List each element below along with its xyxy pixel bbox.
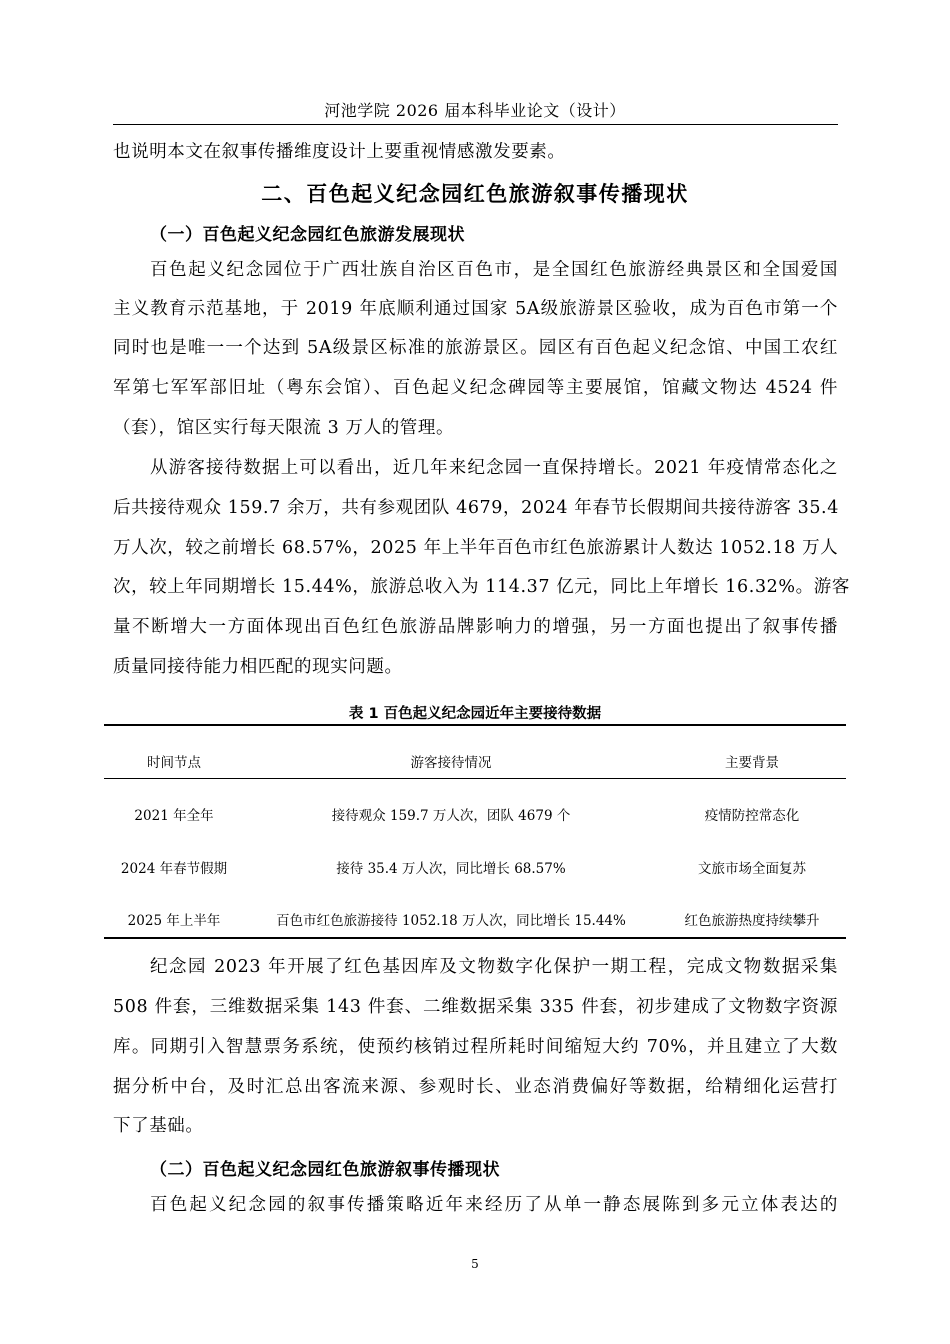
table-cell: 2024 年春节假期 (120, 861, 228, 877)
intro-line: 也说明本文在叙事传播维度设计上要重视情感激发要素。 (113, 142, 566, 162)
table-bottom-rule (104, 937, 846, 939)
table-top-rule (104, 724, 846, 726)
paragraph-1-line: （套），馆区实行每天限流 3 万人的管理。 (113, 418, 455, 438)
table-cell: 百色市红色旅游接待 1052.18 万人次，同比增长 15.44% (276, 913, 626, 929)
paragraph-1-line: 百色起义纪念园位于广西壮族自治区百色市，是全国红色旅游经典景区和全国爱国 (150, 260, 838, 280)
subsection-title-1: （一）百色起义纪念园红色旅游发展现状 (150, 225, 465, 245)
table-cell: 2021 年全年 (134, 808, 214, 824)
header-divider (113, 124, 838, 125)
paragraph-2-line: 量不断增大一方面体现出百色红色旅游品牌影响力的增强，另一方面也提出了叙事传播 (113, 617, 838, 637)
page-header-title: 河池学院 2026 届本科毕业论文（设计） (324, 101, 626, 120)
table-header-cell: 时间节点 (147, 755, 201, 771)
table-header-cell: 游客接待情况 (410, 755, 492, 771)
paragraph-1-line: 同时也是唯一一个达到 5A级景区标准的旅游景区。园区有百色起义纪念馆、中国工农红 (113, 338, 838, 358)
table-cell: 红色旅游热度持续攀升 (684, 913, 820, 929)
table-caption: 表 1 百色起义纪念园近年主要接待数据 (348, 706, 602, 722)
table-cell: 接待观众 159.7 万人次，团队 4679 个 (331, 808, 571, 824)
paragraph-3-line: 508 件套，三维数据采集 143 件套、二维数据采集 335 件套，初步建成了文物数字资源 (113, 997, 838, 1017)
table-cell: 文旅市场全面复苏 (698, 861, 806, 877)
section-title: 二、百色起义纪念园红色旅游叙事传播现状 (261, 182, 689, 206)
paragraph-3-line: 据分析中台，及时汇总出客流来源、参观时长、业态消费偏好等数据，给精细化运营打 (113, 1077, 838, 1097)
paragraph-3-line: 下了基础。 (113, 1116, 204, 1136)
paragraph-2-line: 次，较上年同期增长 15.44%，旅游总收入为 114.37 亿元，同比上年增长 16.32%。游客 (113, 577, 850, 597)
paragraph-1-line: 主义教育示范基地，于 2019 年底顺利通过国家 5A级旅游景区验收，成为百色市第一个 (113, 299, 838, 319)
table-cell: 接待 35.4 万人次，同比增长 68.57% (336, 861, 566, 877)
table-header-rule (104, 778, 846, 779)
table-cell: 2025 年上半年 (127, 913, 221, 929)
subsection-title-2: （二）百色起义纪念园红色旅游叙事传播现状 (150, 1160, 500, 1180)
table-cell: 疫情防控常态化 (704, 808, 800, 824)
table-header-cell: 主要背景 (725, 755, 779, 771)
paragraph-2-line: 质量同接待能力相匹配的现实问题。 (113, 657, 403, 677)
page-number: 5 (471, 1257, 479, 1271)
paragraph-2-line: 从游客接待数据上可以看出，近几年来纪念园一直保持增长。2021 年疫情常态化之 (150, 458, 838, 478)
paragraph-3-line: 库。同期引入智慧票务系统，使预约核销过程所耗时间缩短大约 70%，并且建立了大数 (113, 1037, 838, 1057)
paragraph-4-line: 百色起义纪念园的叙事传播策略近年来经历了从单一静态展陈到多元立体表达的 (150, 1195, 838, 1215)
paragraph-2-line: 万人次，较之前增长 68.57%，2025 年上半年百色市红色旅游累计人数达 1052.18 万人 (113, 538, 839, 558)
paragraph-3-line: 纪念园 2023 年开展了红色基因库及文物数字化保护一期工程，完成文物数据采集 (150, 957, 838, 977)
paragraph-1-line: 军第七军军部旧址（粤东会馆）、百色起义纪念碑园等主要展馆，馆藏文物达 4524 件 (113, 378, 838, 398)
paragraph-2-line: 后共接待观众 159.7 余万，共有参观团队 4679，2024 年春节长假期间共接待游客 35.4 (113, 498, 839, 518)
